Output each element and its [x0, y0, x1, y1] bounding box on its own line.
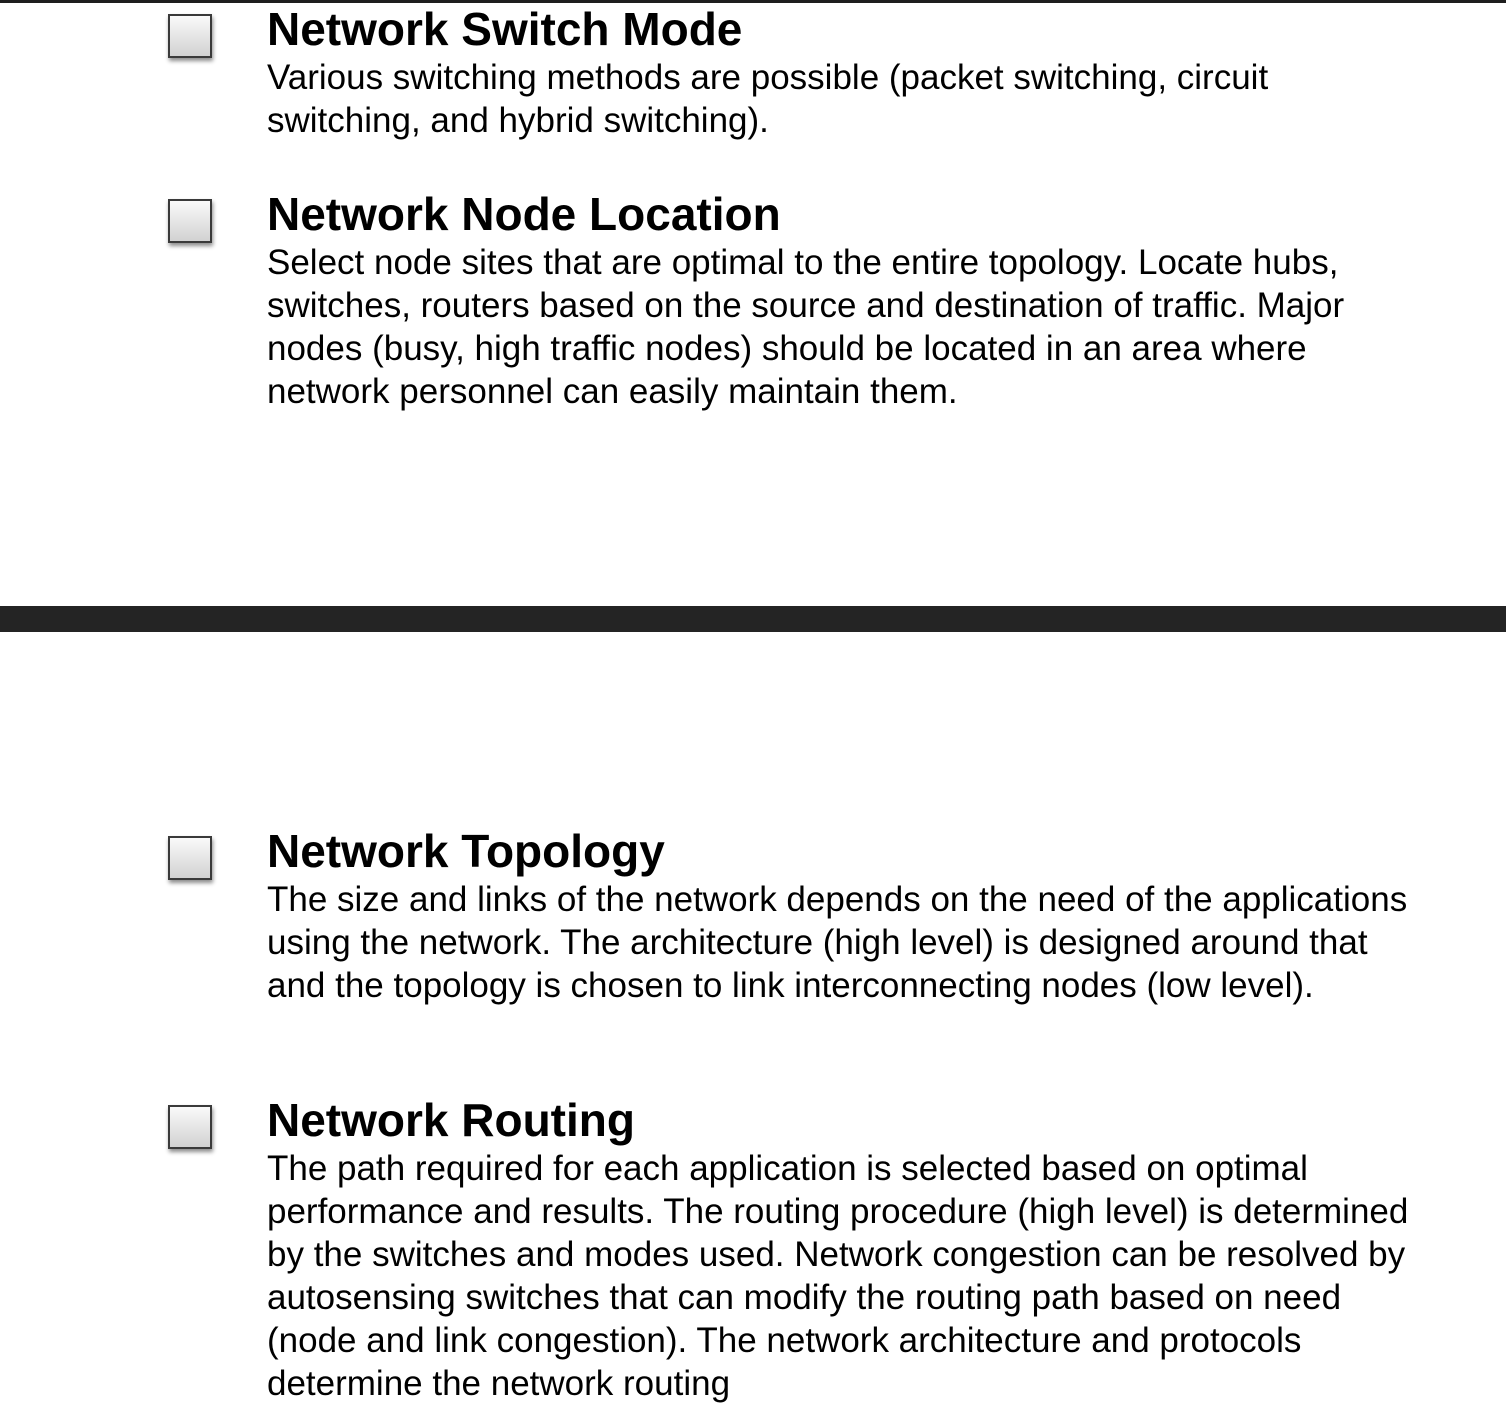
checklist-item-content — [267, 826, 1427, 1007]
page-top-edge — [0, 0, 1506, 3]
network-routing-checkbox[interactable] — [168, 1105, 212, 1149]
network-node-location-checkbox[interactable] — [168, 199, 212, 243]
item-title: Network Routing — [267, 1094, 635, 1146]
item-description: The size and links of the network depends on the need of the applications using the network. The architecture (high level) is designed around that and the topology is chosen to link interconnecting nodes (low level). — [267, 880, 1408, 1005]
item-title: Network Node Location — [267, 188, 781, 240]
item-description: Select node sites that are optimal to the entire topology. Locate hubs, switches, routers based on the source and destination of traffic. Major nodes (busy, high traffic nodes) should be located in an area where network personnel can easily maintain them. — [267, 243, 1345, 411]
item-description: Various switching methods are possible (packet switching, circuit switching, and hybrid switching). — [267, 58, 1269, 140]
network-switch-mode-checkbox[interactable] — [168, 14, 212, 58]
item-title: Network Switch Mode — [267, 3, 743, 55]
checklist-item-content — [267, 189, 1427, 413]
item-description: The path required for each application is selected based on optimal performance and results. The routing procedure (high level) is determined by the switches and modes used. Network congestion can be resolved by autosensing switches that can modify the routing path based on need (node and link congestion). The network architecture and protocols determine the network routing — [267, 1149, 1409, 1403]
page-separator — [0, 606, 1506, 632]
checklist-item-content — [267, 1095, 1427, 1405]
checklist-item-content — [267, 4, 1427, 142]
network-topology-checkbox[interactable] — [168, 836, 212, 880]
item-title: Network Topology — [267, 825, 665, 877]
